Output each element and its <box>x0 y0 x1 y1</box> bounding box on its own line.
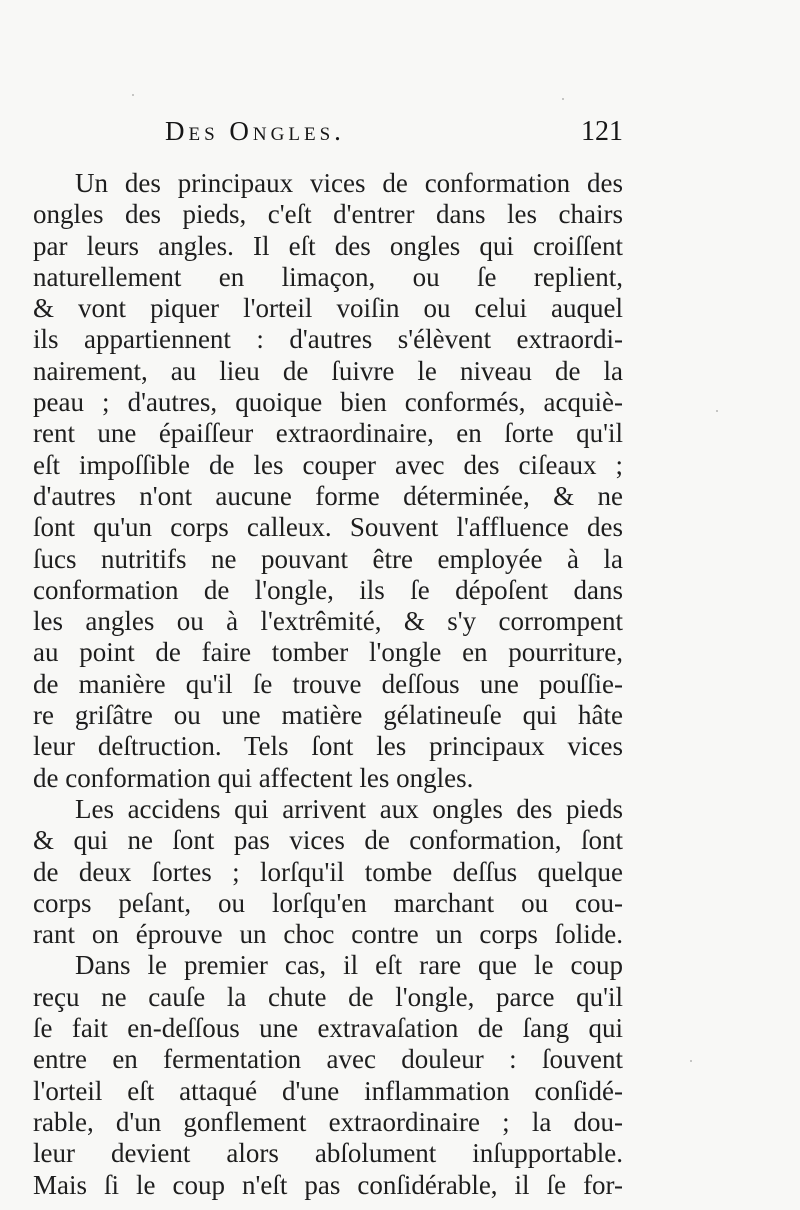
paper-speck <box>716 410 718 412</box>
text-line: Les accidens qui arrivent aux ongles des pieds <box>75 793 623 824</box>
text-line: leur devient alors abſolument inſupportable. <box>33 1138 623 1169</box>
text-line: au point de faire tomber l'ongle en pourriture, <box>33 637 623 668</box>
text-line: rant on éprouve un choc contre un corps ſolide. <box>33 919 623 950</box>
text-line: rent une épaiſſeur extraordinaire, en ſorte qu'il <box>33 418 623 449</box>
page-number: 121 <box>581 116 623 147</box>
text-line: ſucs nutritifs ne pouvant être employée à la <box>33 543 623 574</box>
text-line: de conformation qui affectent les ongles. <box>33 762 474 793</box>
text-line: nairement, au lieu de ſuivre le niveau de la <box>33 355 623 386</box>
text-line: ongles des pieds, c'eſt d'entrer dans les chairs <box>33 199 623 230</box>
text-line: conformation de l'ongle, ils ſe dépoſent dans <box>33 574 623 605</box>
paper-speck <box>690 1060 692 1062</box>
text-line: de deux ſortes ; lorſqu'il tombe deſſus quelque <box>33 856 623 887</box>
text-line: Dans le premier cas, il eſt rare que le coup <box>75 950 623 981</box>
body-text <box>33 168 623 1201</box>
text-line: les angles ou à l'extrêmité, & s'y corrompent <box>33 606 623 637</box>
running-title: Des Ongles. <box>165 116 345 146</box>
text-line: par leurs angles. Il eſt des ongles qui croiſſent <box>33 230 623 261</box>
text-line: re griſâtre ou une matière gélatineuſe qui hâte <box>33 700 623 731</box>
page-header <box>165 116 625 156</box>
text-line: Un des principaux vices de conformation des <box>75 168 623 198</box>
text-line: entre en fermentation avec douleur : ſouvent <box>33 1044 623 1075</box>
paper-speck <box>132 94 134 96</box>
text-line: Mais ſi le coup n'eſt pas conſidérable, il ſe for- <box>33 1169 623 1200</box>
text-line: & qui ne ſont pas vices de conformation, ſont <box>33 825 623 856</box>
text-line: corps peſant, ou lorſqu'en marchant ou cou- <box>33 887 623 918</box>
text-line: d'autres n'ont aucune forme déterminée, & ne <box>33 480 623 511</box>
paper-speck <box>562 98 564 100</box>
text-line: naturellement en limaçon, ou ſe replient, <box>33 261 623 292</box>
text-line: ſont qu'un corps calleux. Souvent l'affluence des <box>33 512 623 543</box>
text-line: & vont piquer l'orteil voiſin ou celui auquel <box>33 293 623 324</box>
text-line: ils appartiennent : d'autres s'élèvent extraordi- <box>33 324 623 355</box>
text-line: de manière qu'il ſe trouve deſſous une pouſſie- <box>33 668 623 699</box>
text-line: l'orteil eſt attaqué d'une inflammation conſidé- <box>33 1075 623 1106</box>
text-line: leur deſtruction. Tels ſont les principaux vices <box>33 731 623 762</box>
text-line: eſt impoſſible de les couper avec des ciſeaux ; <box>33 449 623 480</box>
text-line: ſe fait en-deſſous une extravaſation de ſang qui <box>33 1013 623 1044</box>
text-line: reçu ne cauſe la chute de l'ongle, parce qu'il <box>33 981 623 1012</box>
text-line: rable, d'un gonflement extraordinaire ; la dou- <box>33 1106 623 1137</box>
text-line: peau ; d'autres, quoique bien conformés, acquiè- <box>33 387 623 418</box>
